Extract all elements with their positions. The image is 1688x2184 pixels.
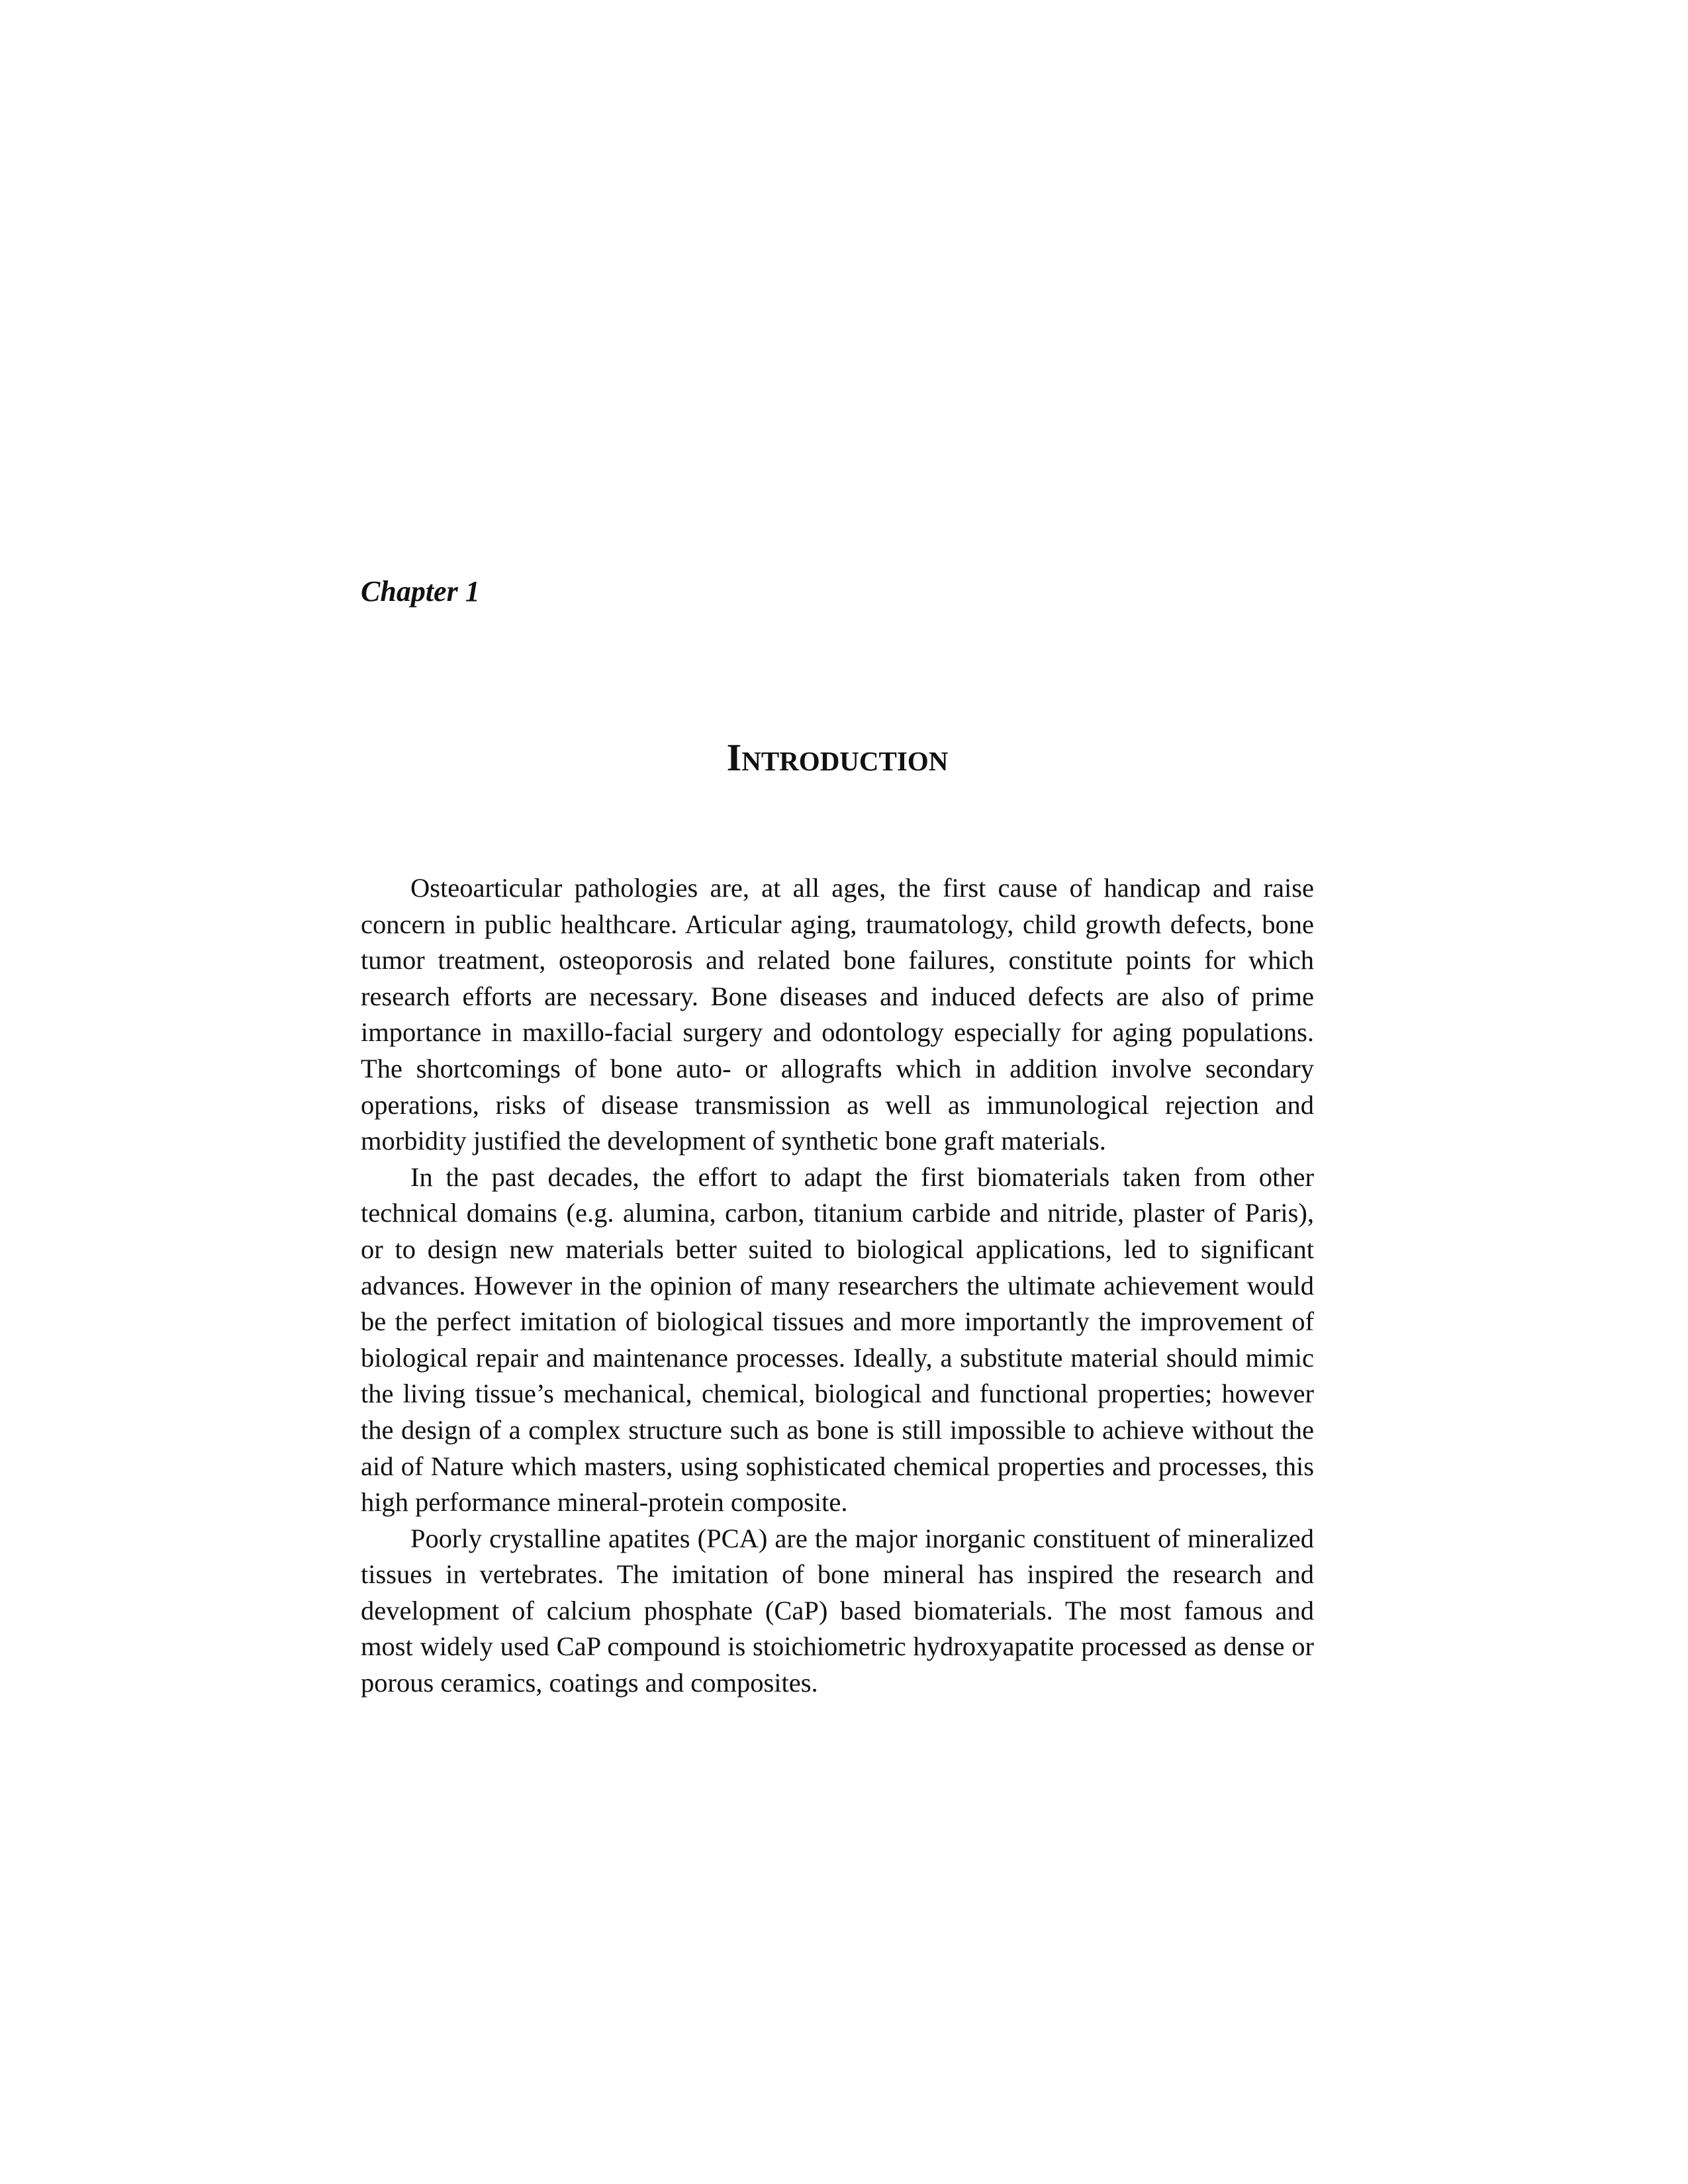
chapter-label: Chapter 1	[361, 575, 480, 608]
chapter-title: Introduction	[726, 736, 949, 779]
paragraph-3: Poorly crystalline apatites (PCA) are the major inorganic constituent of mineralized tissues in vertebrates. The imitation of bone mineral has inspired the research and development of calcium phosphate (CaP) based biomaterials. The most famous and most widely used CaP compound is stoichiometric hydroxyapatite processed as dense or porous ceramics, coatings and composites.	[361, 1523, 1314, 1698]
paragraph-2: In the past decades, the effort to adapt the first biomaterials taken from other technical domains (e.g. alumina, carbon, titanium carbide and nitride, plaster of Paris), or to design new materials better suited to biological applications, led to significant advances. However in the opinion of many researchers the ultimate achievement would be the perfect imitation of biological tissues and more importantly the improvement of biological repair and maintenance processes. Ideally, a substitute material should mimic the living tissue’s mechanical, chemical, biological and functional properties; however the design of a complex structure such as bone is still impossible to achieve without the aid of Nature which masters, using sophisticated chemical properties and processes, this high performance mineral-protein composite.	[361, 1161, 1314, 1518]
body-text	[361, 870, 1314, 1702]
paragraph-1: Osteoarticular pathologies are, at all ages, the first cause of handicap and raise concern in public healthcare. Articular aging, traumatology, child growth defects, bone tumor treatment, osteoporosis and related bone failures, constitute points for which research efforts are necessary. Bone diseases and induced defects are also of prime importance in maxillo-facial surgery and odontology especially for aging populations. The shortcomings of bone auto- or allografts which in addition involve secondary operations, risks of disease transmission as well as immunological rejection and morbidity justified the development of synthetic bone graft materials.	[361, 873, 1314, 1156]
